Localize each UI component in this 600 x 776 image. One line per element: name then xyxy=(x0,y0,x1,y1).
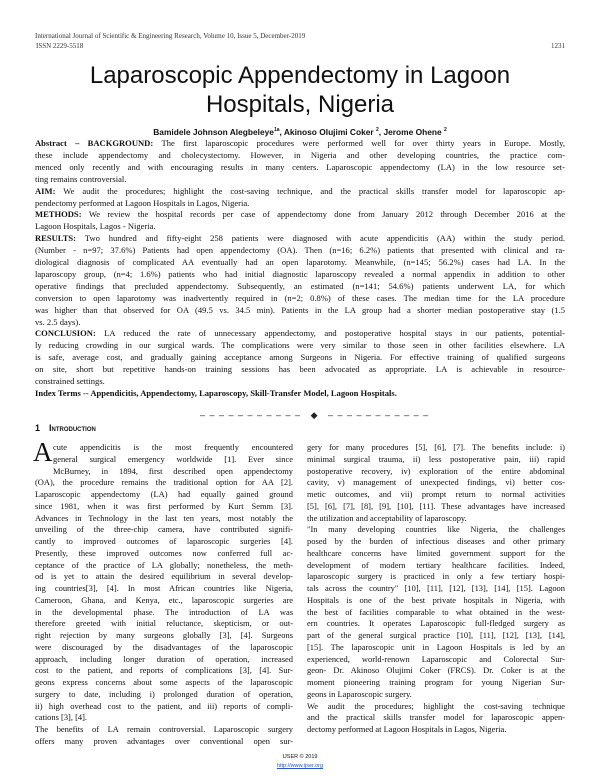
line-text: gery for many procedures [5], [6], [7]. The benefits include: i) xyxy=(307,442,565,452)
line-text: development of modern tertiary healthcare facilities. Indeed, xyxy=(307,559,565,570)
line-text: operative findings that precluded appendectomy. Subsequently, an estimated (n=141; 54.6%) patients underwent LA, for which xyxy=(35,280,565,291)
text-line xyxy=(307,559,565,571)
text-line xyxy=(307,512,565,524)
line-text: The benefits of LA remain controversial. Laparoscopic surgery xyxy=(35,724,293,734)
line-text: menced only recently and with encouraging results in many centers. Laparoscopic appendectomy (LA) in the low resource set- xyxy=(35,161,565,172)
text-line xyxy=(35,547,293,559)
line-text: (Number - n=97; 37.6%) Patients had open appendectomy (OA). Then (n=16; 6.2%) patients that presented with clinical and ra- xyxy=(35,245,565,256)
line-text: experienced, world-renown Laparoscopic and Colorectal Sur- xyxy=(307,653,565,664)
line-text: McBurney, in 1894, first described open appendectomy xyxy=(53,465,293,476)
text-line xyxy=(307,582,565,594)
footer-link[interactable]: http://www.ijser.org xyxy=(276,763,324,769)
section-divider xyxy=(200,410,430,422)
line-text: cantly to improved outcomes of laparoscopic surgeries [4]. xyxy=(35,536,293,546)
text-line xyxy=(307,653,565,665)
paper-title-line-2: Hospitals, Nigeria xyxy=(205,91,395,118)
line-text: laparoscopic surgery is practiced in only a few tertiary hospi- xyxy=(307,571,565,582)
line-text: were discouraged by the disadvantages of the laparoscopic xyxy=(35,641,293,652)
author-affiliation: 2 xyxy=(376,127,379,134)
text-line xyxy=(35,476,293,488)
author-affiliation: 2 xyxy=(443,127,447,134)
text-line xyxy=(35,735,293,747)
line-text: ly reducing crowding in our surgical wards. The complications were very similar to those seen in other facilities elsewhere. LA xyxy=(35,340,565,351)
text-line xyxy=(35,617,293,629)
text-line xyxy=(35,629,293,641)
line-text: offers many proven advantages over conventional open sur- xyxy=(35,735,293,746)
line-text: cute appendicitis is the most frequently encountered xyxy=(53,442,293,452)
line-text: postoperative recovery, iv) exploration of the entire abdominal xyxy=(307,465,565,476)
line-text: Laparoscopic appendectomy (LA) had equally gained ground xyxy=(35,489,293,499)
text-line xyxy=(35,197,565,209)
text-line xyxy=(307,617,565,629)
line-text: geons in Laparoscopic surgery. xyxy=(307,688,412,699)
line-text: ting remains controversial. xyxy=(35,173,127,184)
line-text: Lagoon Hospitals, Lagos - Nigeria. xyxy=(35,221,156,232)
line-text: dectomy performed at Lagoon Hospitals in Lagos, Nigeria. xyxy=(307,724,507,734)
text-line xyxy=(35,582,293,594)
line-text: metic outcomes, and vii) prompt return to normal activities xyxy=(307,489,565,499)
divider-dashes-left: – – – – – – – – – – – xyxy=(200,410,302,420)
text-line xyxy=(35,570,293,582)
text-line xyxy=(35,161,565,173)
text-line xyxy=(53,465,293,477)
line-text: part of the general surgical practice [10], [11], [12], [13], [14], xyxy=(307,630,565,640)
line-text: diological diagnosis of complicated AA eventually had an open laparotomy. Meanwhile, (n=145; 56.2%) cases had LA. In the xyxy=(35,257,565,267)
author-name: Bamidele Johnson Alegbeleye xyxy=(153,127,274,137)
text-line xyxy=(307,453,565,465)
line-text: geons express concerns about some aspects of the laparoscopic xyxy=(35,677,293,687)
text-line xyxy=(35,208,565,220)
text-line xyxy=(307,500,565,512)
line-text: and the practical skills transfer model for laparoscopic appen- xyxy=(307,712,565,723)
footer-copyright: IJSER © 2019 xyxy=(282,754,318,760)
text-line xyxy=(35,700,293,712)
author-name: Akinoso Olujimi Coker xyxy=(283,127,377,137)
line-text: vs. 2.5 days). xyxy=(35,316,81,327)
line-text: [5], [6], [7], [8], [9], [10], [11]. These advantages have increased xyxy=(307,500,565,511)
diamond-icon: ◆ xyxy=(310,410,319,420)
line-text: minimal surgical trauma, ii) less postoperative pain, iii) rapid xyxy=(307,453,565,464)
text-line xyxy=(35,351,565,363)
line-text: The first laparoscopic procedures were performed well for over thirty years in Europe. Mostly, xyxy=(161,138,565,148)
line-text: cost to the patient, and reports of complications [3], [4]. Sur- xyxy=(35,665,293,676)
line-text: was higher than that observed for OA (49.5 vs. 34.5 min). Patients in the LA group had a shorter median postoperative stay (1.5 xyxy=(35,304,565,315)
line-text: cavity, v) management of unexpected findings, vi) better cos- xyxy=(307,477,565,488)
text-line xyxy=(35,387,565,399)
paragraph-label: CONCLUSION: xyxy=(35,328,105,339)
page-number: 1231 xyxy=(551,42,565,50)
line-text: We audit the procedures; highlight the cost-saving technique, and the practical skills transfer model for laparoscopic ap- xyxy=(63,185,565,196)
line-text: We audit the procedures; highlight the cost-saving technique xyxy=(307,700,565,711)
text-line xyxy=(35,664,293,676)
text-line xyxy=(35,280,565,292)
text-line xyxy=(35,641,293,653)
line-text: tals across the country" [10], [11], [12], [13], [14], [15]. Lagoon xyxy=(307,583,565,593)
line-text: pendectomy performed at Lagoon Hospitals in Lagos, Nigeria. xyxy=(35,197,250,208)
line-text: right rejection by many surgeons globally [3], [4]. Surgeons xyxy=(35,630,293,640)
text-line xyxy=(307,476,565,488)
text-line xyxy=(35,304,565,316)
text-line xyxy=(35,185,565,197)
line-text: laparoscopy group, (n=4; 1.6%) patients who had initial diagnostic laparoscopy revealed a normal appendix in addition to other xyxy=(35,268,565,279)
line-text: since 1981, when it was first performed by Kurt Semm [3]. xyxy=(35,500,293,511)
line-text: the best of facilities comparable to what obtained in the west- xyxy=(307,606,565,617)
text-line xyxy=(35,173,565,185)
issn: ISSN 2229-5518 xyxy=(36,42,84,50)
author-affiliation: 1a xyxy=(273,127,280,134)
text-line xyxy=(307,465,565,477)
line-text: therefore greeted with initial reluctance, skepticism, or out- xyxy=(35,618,293,629)
text-line xyxy=(35,292,565,304)
authors xyxy=(0,127,600,137)
text-line xyxy=(307,535,565,547)
text-line xyxy=(35,676,293,688)
line-text: conversion to open laparotomy was inadvertently required in (n=2; 0.8%) of these cases. The median time for the LA procedure xyxy=(35,292,565,303)
text-line xyxy=(53,453,293,465)
text-line xyxy=(35,711,293,723)
author-separator: , xyxy=(279,127,284,137)
line-text: healthcare concerns have limited government support for the xyxy=(307,547,565,558)
line-text: surgery to date, including i) prolonged duration of operation, xyxy=(35,688,293,699)
line-text: unveiling of the three-chip camera, have contributed signifi- xyxy=(35,524,293,535)
journal-header: International Journal of Scientific & Engineering Research, Volume 10, Issue 5, December-2019 xyxy=(35,32,306,40)
line-text: moment pioneering training program for young Nigerian Sur- xyxy=(307,677,565,687)
line-text: Presently, these improved outcomes now conferred full ac- xyxy=(35,547,293,558)
text-line xyxy=(35,363,565,375)
line-text: (OA), the procedure remains the traditional option for AA [2]. xyxy=(35,477,293,488)
drop-cap: A xyxy=(33,437,53,467)
text-line xyxy=(35,512,293,524)
text-line xyxy=(307,570,565,582)
text-line xyxy=(35,488,293,500)
text-line xyxy=(35,232,565,244)
text-line xyxy=(35,244,565,256)
line-text: cations [3], [4]. xyxy=(35,712,88,723)
paragraph-label: RESULTS: xyxy=(35,233,85,244)
line-text: Two hundred and fifty-eight 258 patients were diagnosed with acute appendicitis (AA) within the study period. xyxy=(84,233,565,244)
text-line xyxy=(35,653,293,665)
text-line xyxy=(307,723,565,735)
text-line xyxy=(35,137,565,149)
text-line xyxy=(35,535,293,547)
line-text: geon- Dr. Akinoso Olujimi Coker (FRCS). Dr. Coker is at the xyxy=(307,665,565,676)
line-text: approach, including longer duration of operation, increased xyxy=(35,653,293,664)
line-text: ern countries. It operates Laparoscopic full-fledged surgery as xyxy=(307,618,565,629)
text-line xyxy=(307,488,565,500)
text-line xyxy=(307,711,565,723)
text-line xyxy=(307,641,565,653)
section-number: 1 xyxy=(35,423,41,433)
text-line xyxy=(307,606,565,618)
text-line xyxy=(35,723,293,735)
text-line xyxy=(35,594,293,606)
line-text: We review the hospital records per case of appendectomy done from January 2012 through December 2016 at the xyxy=(88,209,565,220)
line-text: constrained settings. xyxy=(35,376,105,386)
text-line xyxy=(307,547,565,559)
line-text: posed by the burden of infectious diseases and other primary xyxy=(307,536,565,546)
text-line xyxy=(35,327,565,339)
text-line xyxy=(53,441,293,453)
paragraph-label: Abstract – BACKGROUND: xyxy=(35,138,162,148)
section-heading xyxy=(35,423,96,433)
divider-dashes-right: – – – – – – – – – – – xyxy=(328,410,430,420)
text-line xyxy=(307,441,565,453)
index-terms: Appendicitis, Appendectomy, Laparoscopy, Skill-Transfer Model, Lagoon Hospitals. xyxy=(90,387,397,398)
author-name: Jerome Ohene xyxy=(383,127,444,137)
text-line xyxy=(35,606,293,618)
paragraph-label: METHODS: xyxy=(35,209,89,220)
text-line xyxy=(35,500,293,512)
line-text: LA reduced the rate of unnecessary appendectomy, and postoperative hospital stays in our patients, potential- xyxy=(104,328,566,339)
text-line xyxy=(35,688,293,700)
section-title: Introduction xyxy=(49,423,96,433)
line-text: Cameroon, Ghana, and Kenya, etc., laparoscopic surgeries are xyxy=(35,594,293,605)
text-line xyxy=(307,629,565,641)
text-line xyxy=(307,594,565,606)
text-line xyxy=(35,375,565,387)
line-text: ceptance of the practice of LA globally; nonetheless, the meth- xyxy=(35,559,293,570)
line-text: od is yet to attain the desired equilibrium in several develop- xyxy=(35,571,293,582)
text-line xyxy=(307,676,565,688)
text-line xyxy=(35,316,565,328)
text-line xyxy=(307,700,565,712)
line-text: ii) high overhead cost to the patient, and iii) reports of compli- xyxy=(35,700,293,711)
paper-title-line-1: Laparoscopic Appendectomy in Lagoon xyxy=(89,62,511,89)
text-line xyxy=(307,664,565,676)
line-text: Hospitals is one of the best private hospitals in Nigeria, with xyxy=(307,594,565,605)
line-text: in the developmental phase. The introduction of LA was xyxy=(35,606,293,617)
paragraph-label: AIM: xyxy=(35,185,64,196)
line-text: Advances in Technology in the last ten years, most notably the xyxy=(35,512,293,523)
line-text: the utilization and acceptability of laparoscopy. xyxy=(307,512,467,523)
text-line xyxy=(307,523,565,535)
line-text: ing countries[3], [4]. In most African countries like Nigeria, xyxy=(35,583,293,593)
line-text: is safe, average cost, and gradually gaining acceptance among Surgeons in Nigeria. For effective training of qualified surgeons xyxy=(35,352,565,363)
text-line xyxy=(35,268,565,280)
line-text: these include appendectomy and cholecystectomy. However, in Nigeria and other developing countries, the practice com- xyxy=(35,149,565,160)
text-line xyxy=(35,149,565,161)
text-line xyxy=(35,256,565,268)
text-line xyxy=(35,559,293,571)
line-text: [15]. The laparoscopic unit in Lagoon Hospitals is led by an xyxy=(307,641,565,652)
line-text: "In many developing countries like Nigeria, the challenges xyxy=(307,524,565,535)
text-line xyxy=(35,339,565,351)
text-line xyxy=(307,688,565,700)
line-text: on site, short but repetitive hands-on training sessions has been advocated as appropriate. LA is achievable in resource- xyxy=(35,364,565,375)
text-line xyxy=(35,220,565,232)
text-line xyxy=(35,523,293,535)
author-separator: , xyxy=(378,127,384,137)
line-text: general surgical emergency worldwide [1]. Ever since xyxy=(53,453,293,464)
paragraph-label: Index Terms -- xyxy=(35,387,91,398)
